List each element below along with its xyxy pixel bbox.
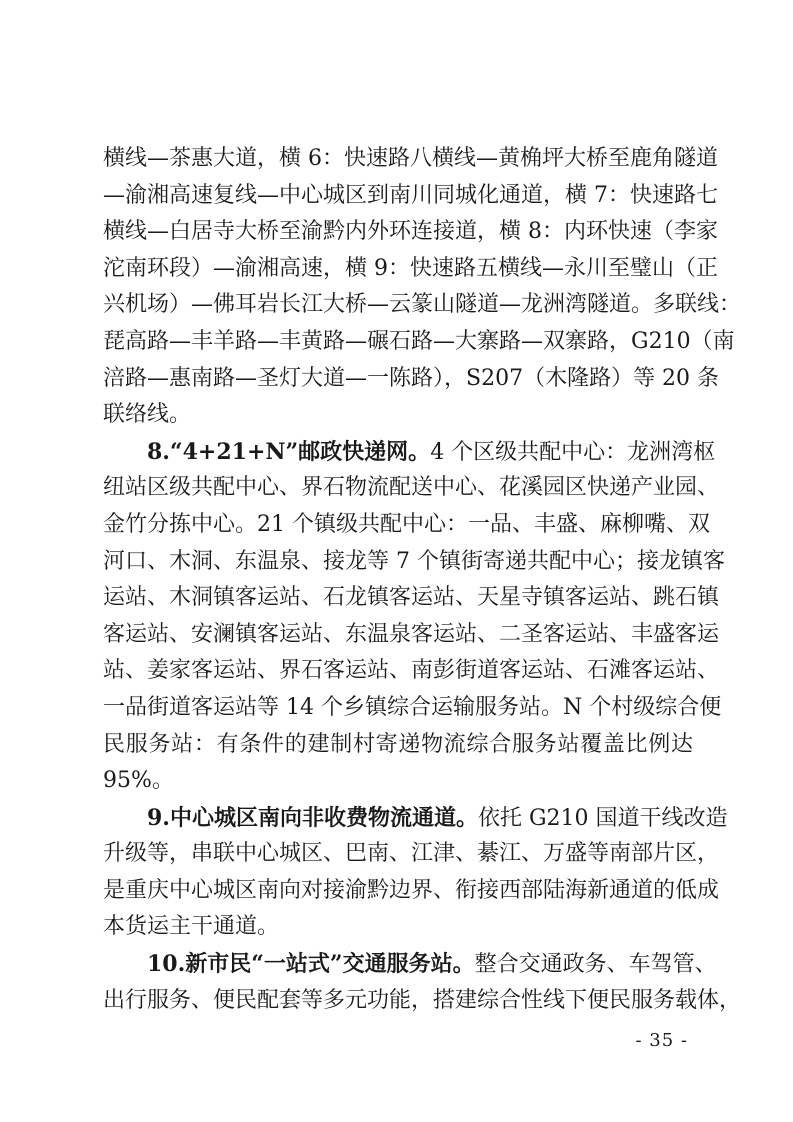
item-9-first-line-text: 依托 G210 国道干线改造 bbox=[477, 805, 728, 831]
text-line: 涪路—惠南路—圣灯大道—一陈路），S207（木隆路）等 20 条 bbox=[103, 365, 720, 391]
text-line: 纽站区级共配中心、界石物流配送中心、花溪园区快递产业园、 bbox=[103, 475, 720, 501]
item-10-first-line-text: 整合交通政务、车驾管、 bbox=[474, 952, 717, 978]
text-line: 联络线。 bbox=[103, 402, 192, 428]
text-line: 金竹分拣中心。21 个镇级共配中心：一品、丰盛、麻柳嘴、双 bbox=[103, 511, 710, 537]
item-8-heading: 8.“4+21+N”邮政快递网。 bbox=[147, 438, 431, 465]
item-9-heading: 9.中心城区南向非收费物流通道。 bbox=[147, 804, 478, 831]
item-9-first-line bbox=[103, 800, 728, 837]
text-line: 客运站、安澜镇客运站、东温泉客运站、二圣客运站、丰盛客运 bbox=[103, 621, 720, 647]
item-10-heading: 10.新市民“一站式”交通服务站。 bbox=[147, 951, 475, 978]
page-number: - 35 - bbox=[635, 1030, 688, 1051]
document-body bbox=[103, 141, 742, 1019]
text-line: 升级等，串联中心城区、巴南、江津、綦江、万盛等南部片区， bbox=[103, 841, 720, 867]
text-line: 民服务站：有条件的建制村寄递物流综合服务站覆盖比例达 bbox=[103, 731, 693, 757]
item-8-first-line bbox=[103, 434, 716, 471]
text-line: 横线—白居寺大桥至渝黔内外环连接道，横 8：内环快速（李家 bbox=[103, 219, 718, 245]
item-8-first-line-text: 4 个区级共配中心：龙洲湾枢 bbox=[430, 439, 716, 465]
text-line: 兴机场）—佛耳岩长江大桥—云篆山隧道—龙洲湾隧道。多联线： bbox=[103, 292, 742, 318]
text-line: 一品街道客运站等 14 个乡镇综合运输服务站。N 个村级综合便 bbox=[103, 694, 722, 720]
text-line: 河口、木洞、东温泉、接龙等 7 个镇街寄递共配中心；接龙镇客 bbox=[103, 548, 725, 574]
text-line: 沱南环段）—渝湘高速，横 9：快速路五横线—永川至璧山（正 bbox=[103, 255, 718, 281]
item-10-first-line bbox=[103, 946, 717, 983]
text-line: 是重庆中心城区南向对接渝黔边界、衔接西部陆海新通道的低成 bbox=[103, 877, 720, 903]
text-line: 琵高路—丰羊路—丰黄路—碾石路—大寨路—双寨路，G210（南 bbox=[103, 328, 735, 354]
text-line: —渝湘高速复线—中心城区到南川同城化通道，横 7：快速路七 bbox=[103, 182, 718, 208]
text-line: 本货运主干通道。 bbox=[103, 914, 280, 940]
text-line: 站、姜家客运站、界石客运站、南彭街道客运站、石滩客运站、 bbox=[103, 658, 720, 684]
text-line: 出行服务、便民配套等多元功能，搭建综合性线下便民服务载体， bbox=[103, 987, 742, 1013]
text-line: 横线—茶惠大道，横 6：快速路八横线—黄桷坪大桥至鹿角隧道 bbox=[103, 146, 718, 171]
text-line: 95%。 bbox=[103, 768, 174, 794]
text-line: 运站、木洞镇客运站、石龙镇客运站、天星寺镇客运站、跳石镇 bbox=[103, 585, 720, 611]
